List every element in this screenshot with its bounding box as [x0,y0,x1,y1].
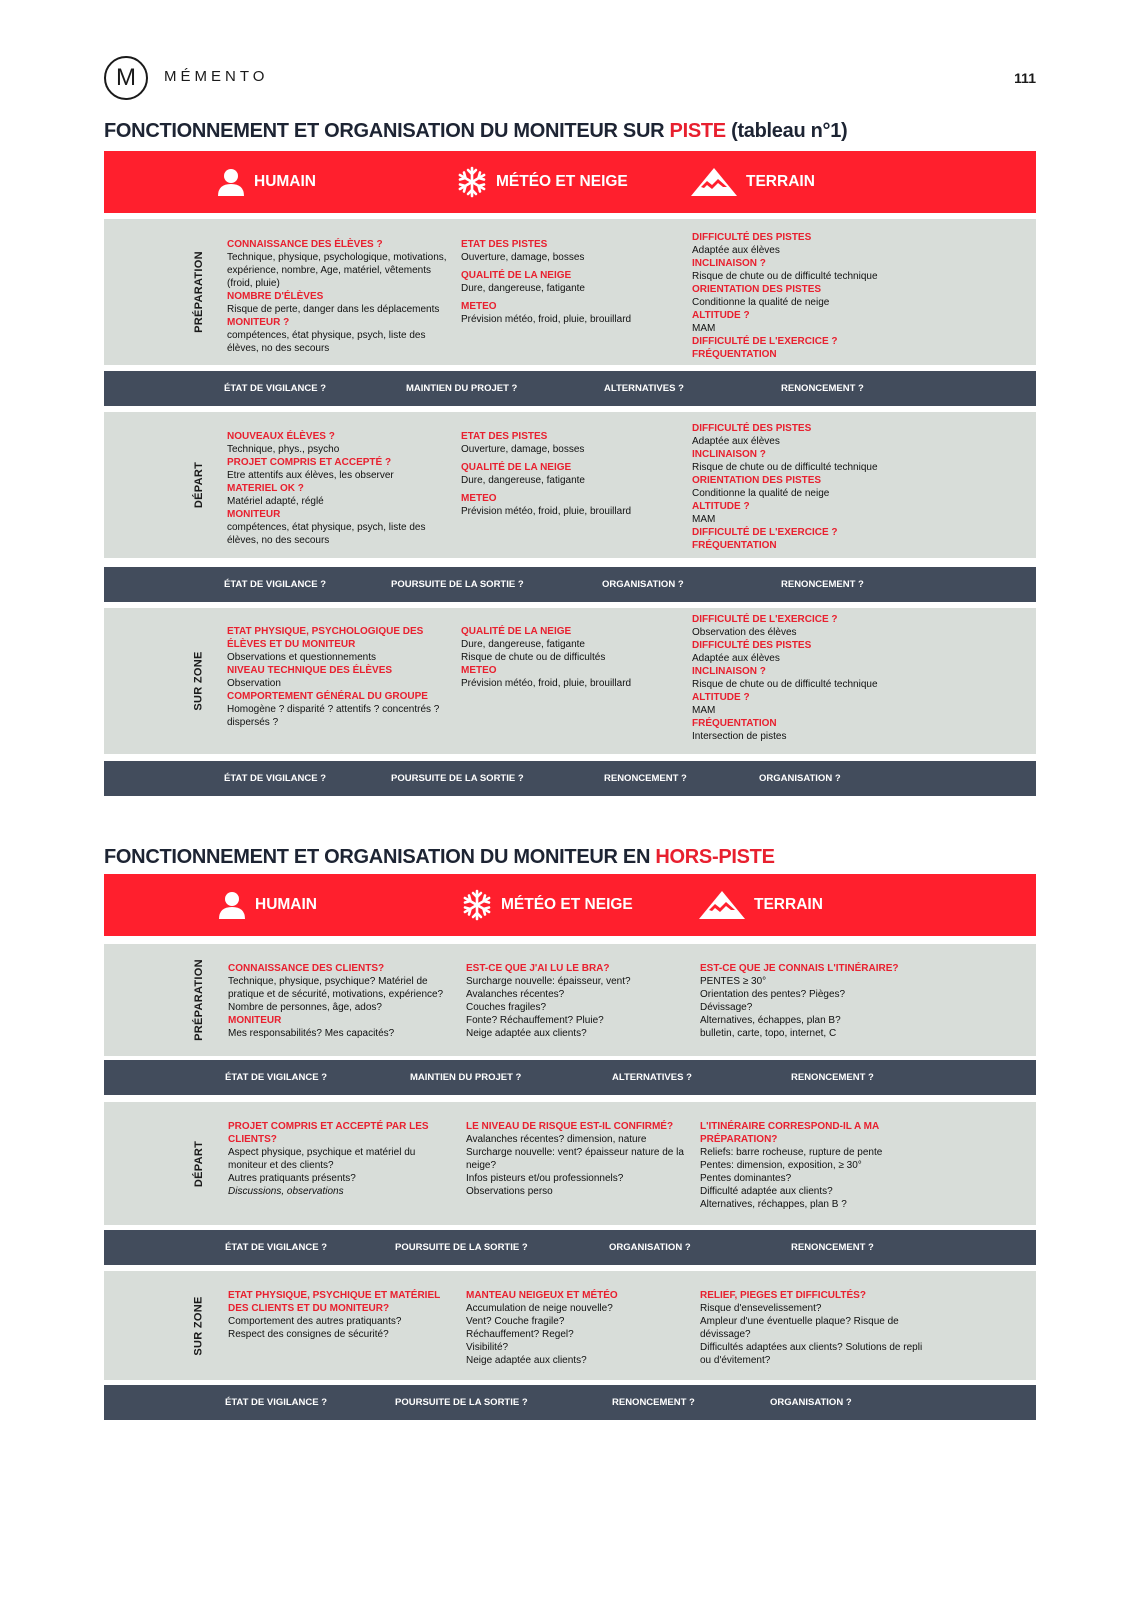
hors-piste-decision-band-1 [104,1060,1036,1095]
cell-text: Conditionne la qualité de neige [692,297,830,308]
memento-logo: M [104,56,148,100]
cell-text: Neige adaptée aux clients? [466,1355,587,1366]
cell-text: Observation [227,678,281,689]
cell-text: Adaptée aux élèves [692,245,780,256]
cell-heading: DIFFICULTÉ DE L'EXERCICE ? [692,527,838,538]
cell-heading: QUALITÉ DE LA NEIGE [461,270,572,281]
cell-text: Ouverture, damage, bosses [461,252,585,263]
piste-title-accent: PISTE [669,120,726,142]
piste-section-title [104,120,847,143]
humain-cell [227,625,451,729]
cell-heading: NOMBRE D'ÉLÈVES [227,291,324,302]
cell-heading: DIFFICULTÉ DES PISTES [692,232,812,243]
band-item: RENONCEMENT ? [781,579,864,590]
cell-heading: MONITEUR [228,1015,282,1026]
cell-text: Risque de chute ou de difficulté technique [692,679,878,690]
cell-heading: ETAT PHYSIQUE, PSYCHIQUE ET MATÉRIEL DES CLIENTS ET DU MONITEUR? [228,1290,441,1314]
row-label [188,1271,210,1380]
cell-text: Risque de chute ou de difficulté technique [692,271,878,282]
cell-text: Dure, dangereuse, fatigante [461,639,585,650]
cell-text: Conditionne la qualité de neige [692,488,830,499]
band-item: ALTERNATIVES ? [604,383,684,394]
band-item: ÉTAT DE VIGILANCE ? [225,1242,328,1253]
cell-text: Nombre de personnes, âge, ados? [228,1002,382,1013]
band-item: RENONCEMENT ? [781,383,864,394]
cell-heading: EST-CE QUE J'AI LU LE BRA? [466,963,610,974]
humain-cell [228,1289,456,1341]
cell-heading: INCLINAISON ? [692,666,766,677]
cell-heading: NIVEAU TECHNIQUE DES ÉLÈVES [227,665,393,676]
cell-text: Homogène ? disparité ? attentifs ? concentrés ? dispersés ? [227,704,440,728]
hors-piste-col-humain [217,874,317,936]
row-label [188,412,210,558]
cell-text: Visibilité? [466,1342,509,1353]
cell-text: PENTES ≥ 30° [700,976,767,987]
band-item: RENONCEMENT ? [604,773,687,784]
cell-heading: NOUVEAUX ÉLÈVES ? [227,431,335,442]
cell-heading: COMPORTEMENT GÉNÉRAL DU GROUPE [227,691,428,702]
hors-piste-col-terrain [698,874,823,936]
cell-text: Reliefs: barre rocheuse, rupture de pente [700,1147,883,1158]
piste-row-depart [104,412,1036,558]
band-item: ORGANISATION ? [602,579,684,590]
band-item: MAINTIEN DU PROJET ? [410,1072,522,1083]
hors-piste-col-humain-label: HUMAIN [255,896,317,913]
cell-text: Mes responsabilités? Mes capacités? [228,1028,395,1039]
cell-text: Alternatives, réchappes, plan B ? [700,1199,847,1210]
row-label-text: SUR ZONE [193,651,205,711]
band-item: POURSUITE DE LA SORTIE ? [395,1397,528,1408]
cell-heading: ALTITUDE ? [692,310,750,321]
hors-piste-section-title [104,846,775,869]
cell-heading: ALTITUDE ? [692,692,750,703]
band-item: POURSUITE DE LA SORTIE ? [395,1242,528,1253]
cell-text: MAM [692,705,716,716]
row-label-text: DÉPART [193,461,205,509]
cell-heading: MANTEAU NEIGEUX ET MÉTÉO [466,1290,618,1301]
hors-piste-row-depart [104,1102,1036,1225]
cell-text: Prévision météo, froid, pluie, brouillard [461,506,632,517]
cell-text: Observations et questionnements [227,652,376,663]
person-icon [217,890,247,920]
cell-heading: LE NIVEAU DE RISQUE EST-IL CONFIRMÉ? [466,1121,674,1132]
snowflake-icon [456,166,488,198]
cell-text: bulletin, carte, topo, internet, C [700,1028,837,1039]
band-item: ÉTAT DE VIGILANCE ? [225,1397,328,1408]
cell-text: Risque d'ensevelissement? [700,1303,822,1314]
hors-piste-decision-band-3 [104,1385,1036,1420]
band-item: MAINTIEN DU PROJET ? [406,383,518,394]
terrain-cell [700,1289,928,1367]
cell-heading: EST-CE QUE JE CONNAIS L'ITINÉRAIRE? [700,963,899,974]
page-number: 111 [1014,70,1036,86]
meteo-cell [466,962,688,1040]
cell-heading: RELIEF, PIEGES ET DIFFICULTÉS? [700,1290,866,1301]
piste-decision-band-3 [104,761,1036,796]
cell-text: Surcharge nouvelle: épaisseur, vent? [466,976,631,987]
piste-col-meteo [456,151,628,213]
band-item: ALTERNATIVES ? [612,1072,692,1083]
piste-title-prefix: FONCTIONNEMENT ET ORGANISATION DU MONITEUR SUR [104,120,670,142]
hors-piste-decision-band-2 [104,1230,1036,1265]
terrain-cell [692,422,922,552]
cell-text: Neige adaptée aux clients? [466,1028,587,1039]
row-label-text: PRÉPARATION [193,251,206,333]
band-item: ORGANISATION ? [609,1242,691,1253]
piste-decision-band-2 [104,567,1036,602]
cell-text: Technique, physique, psychologique, motivations, expérience, nombre, Age, matériel, vêtements (froid, pluie) [227,252,447,289]
cell-text: MAM [692,514,716,525]
cell-heading: INCLINAISON ? [692,449,766,460]
humain-cell [227,430,451,547]
cell-text: Intersection de pistes [692,731,787,742]
cell-heading: ORIENTATION DES PISTES [692,284,822,295]
cell-text: Difficulté adaptée aux clients? [700,1186,833,1197]
cell-text: Aspect physique, psychique et matériel du moniteur et des clients? [228,1147,416,1171]
person-icon [216,167,246,197]
terrain-cell [692,231,922,361]
band-item: ORGANISATION ? [759,773,841,784]
meteo-cell [461,238,661,326]
cell-text: Orientation des pentes? Pièges? [700,989,846,1000]
cell-heading: PROJET COMPRIS ET ACCEPTÉ PAR LES CLIENTS? [228,1121,429,1145]
cell-text: Ampleur d'une éventuelle plaque? Risque de dévissage? [700,1316,899,1340]
cell-text: Vent? Couche fragile? [466,1316,565,1327]
cell-heading: FRÉQUENTATION [692,349,777,360]
cell-text: Technique, phys., psycho [227,444,340,455]
meteo-cell [466,1120,688,1198]
cell-text: Respect des consignes de sécurité? [228,1329,389,1340]
band-item: RENONCEMENT ? [612,1397,695,1408]
cell-text: Observation des élèves [692,627,797,638]
cell-heading: DIFFICULTÉ DE L'EXERCICE ? [692,614,838,625]
cell-text: Accumulation de neige nouvelle? [466,1303,613,1314]
cell-heading: ORIENTATION DES PISTES [692,475,822,486]
band-item: ÉTAT DE VIGILANCE ? [224,773,327,784]
cell-text: MAM [692,323,716,334]
piste-col-humain [216,151,316,213]
cell-text: Matériel adapté, réglé [227,496,324,507]
cell-heading: METEO [461,301,497,312]
cell-heading: CONNAISSANCE DES CLIENTS? [228,963,385,974]
row-label [188,944,210,1056]
cell-heading: DIFFICULTÉ DES PISTES [692,640,812,651]
cell-heading: ETAT PHYSIQUE, PSYCHOLOGIQUE DES ÉLÈVES ET DU MONITEUR [227,626,424,650]
cell-heading: FRÉQUENTATION [692,718,777,729]
cell-heading: CONNAISSANCE DES ÉLÈVES ? [227,239,383,250]
terrain-cell [700,962,928,1040]
hors-piste-col-terrain-label: TERRAIN [754,896,823,913]
band-item: ÉTAT DE VIGILANCE ? [224,383,327,394]
cell-heading: METEO [461,493,497,504]
cell-text: Risque de chute ou de difficulté technique [692,462,878,473]
cell-text: Prévision météo, froid, pluie, brouillard [461,314,632,325]
piste-row-preparation [104,219,1036,365]
cell-text: Comportement des autres pratiquants? [228,1316,402,1327]
cell-text: Surcharge nouvelle: vent? épaisseur nature de la neige? [466,1147,684,1171]
meteo-cell [466,1289,688,1367]
cell-heading: FRÉQUENTATION [692,540,777,551]
cell-heading: ALTITUDE ? [692,501,750,512]
cell-text: Fonte? Réchauffement? Pluie? [466,1015,604,1026]
cell-text: Prévision météo, froid, pluie, brouillard [461,678,632,689]
cell-heading: MONITEUR [227,509,281,520]
row-label-text: DÉPART [193,1140,205,1187]
cell-heading: INCLINAISON ? [692,258,766,269]
piste-row-sur-zone [104,608,1036,754]
piste-col-humain-label: HUMAIN [254,173,316,190]
page-header [104,56,1036,100]
band-item: RENONCEMENT ? [791,1242,874,1253]
band-item: ORGANISATION ? [770,1397,852,1408]
cell-text: Adaptée aux élèves [692,436,780,447]
cell-heading: MATERIEL OK ? [227,483,304,494]
cell-text: Dure, dangereuse, fatigante [461,283,585,294]
band-item: POURSUITE DE LA SORTIE ? [391,579,524,590]
piste-decision-band-1 [104,371,1036,406]
row-label [188,608,210,754]
cell-text: Risque de perte, danger dans les déplacements [227,304,440,315]
cell-text: Infos pisteurs et/ou professionnels? [466,1173,624,1184]
band-item: POURSUITE DE LA SORTIE ? [391,773,524,784]
meteo-cell [461,430,661,518]
cell-heading: DIFFICULTÉ DES PISTES [692,423,812,434]
cell-text: Dure, dangereuse, fatigante [461,475,585,486]
row-label [188,219,210,365]
cell-heading: ETAT DES PISTES [461,239,548,250]
cell-heading: METEO [461,665,497,676]
hors-piste-title-accent: HORS-PISTE [655,846,775,868]
cell-text: Avalanches récentes? [466,989,565,1000]
band-item: ÉTAT DE VIGILANCE ? [225,1072,328,1083]
cell-heading: QUALITÉ DE LA NEIGE [461,462,572,473]
band-item: RENONCEMENT ? [791,1072,874,1083]
hors-piste-row-sur-zone [104,1271,1036,1380]
cell-text: Pentes: dimension, exposition, ≥ 30° [700,1160,862,1171]
cell-heading: L'ITINÉRAIRE CORRESPOND-IL A MA PRÉPARATION? [700,1121,879,1145]
piste-col-terrain-label: TERRAIN [746,173,815,190]
hors-piste-col-meteo-label: MÉTÉO ET NEIGE [501,896,633,913]
cell-text: Pentes dominantes? [700,1173,792,1184]
cell-text: Technique, physique, psychique? Matériel de pratique et de sécurité, motivations, expérience? [228,976,444,1000]
terrain-cell [700,1120,928,1211]
band-item: ÉTAT DE VIGILANCE ? [224,579,327,590]
cell-heading: MONITEUR ? [227,317,290,328]
row-label-text: SUR ZONE [193,1295,205,1356]
row-label [188,1102,210,1225]
cell-text: Réchauffement? Regel? [466,1329,574,1340]
hors-piste-row-preparation [104,944,1036,1056]
cell-note: Discussions, observations [228,1186,344,1197]
cell-heading: PROJET COMPRIS ET ACCEPTÉ ? [227,457,392,468]
cell-heading: QUALITÉ DE LA NEIGE [461,626,572,637]
humain-cell [228,1120,456,1198]
cell-text: Observations perso [466,1186,553,1197]
cell-text: Risque de chute ou de difficultés [461,652,606,663]
cell-text: Avalanches récentes? dimension, nature [466,1134,647,1145]
cell-text: Autres pratiquants présents? [228,1173,356,1184]
cell-text: Difficultés adaptées aux clients? Solutions de repli ou d'évitement? [700,1342,923,1366]
cell-text: compétences, état physique, psych, liste des élèves, no des secours [227,522,426,546]
hors-piste-title-prefix: FONCTIONNEMENT ET ORGANISATION DU MONITEUR EN [104,846,656,868]
brand-name: MÉMENTO [164,68,269,85]
cell-text: Adaptée aux élèves [692,653,780,664]
cell-text: Couches fragiles? [466,1002,547,1013]
cell-text: Dévissage? [700,1002,753,1013]
cell-heading: ETAT DES PISTES [461,431,548,442]
piste-col-terrain [690,151,815,213]
cell-text: compétences, état physique, psych, liste des élèves, no des secours [227,330,426,354]
hors-piste-column-header [104,874,1036,936]
terrain-cell [692,613,922,743]
meteo-cell [461,625,661,690]
piste-col-meteo-label: MÉTÉO ET NEIGE [496,173,628,190]
snowflake-icon [461,889,493,921]
humain-cell [227,238,451,355]
cell-text: Ouverture, damage, bosses [461,444,585,455]
cell-heading: DIFFICULTÉ DE L'EXERCICE ? [692,336,838,347]
piste-title-suffix: (tableau n°1) [725,120,848,142]
row-label-text: PRÉPARATION [193,959,206,1041]
cell-text: Alternatives, échappes, plan B? [700,1015,841,1026]
hors-piste-col-meteo [461,874,633,936]
humain-cell [228,962,456,1040]
cell-text: Etre attentifs aux élèves, les observer [227,470,394,481]
mountain-icon [690,166,738,198]
mountain-icon [698,889,746,921]
piste-column-header [104,151,1036,213]
